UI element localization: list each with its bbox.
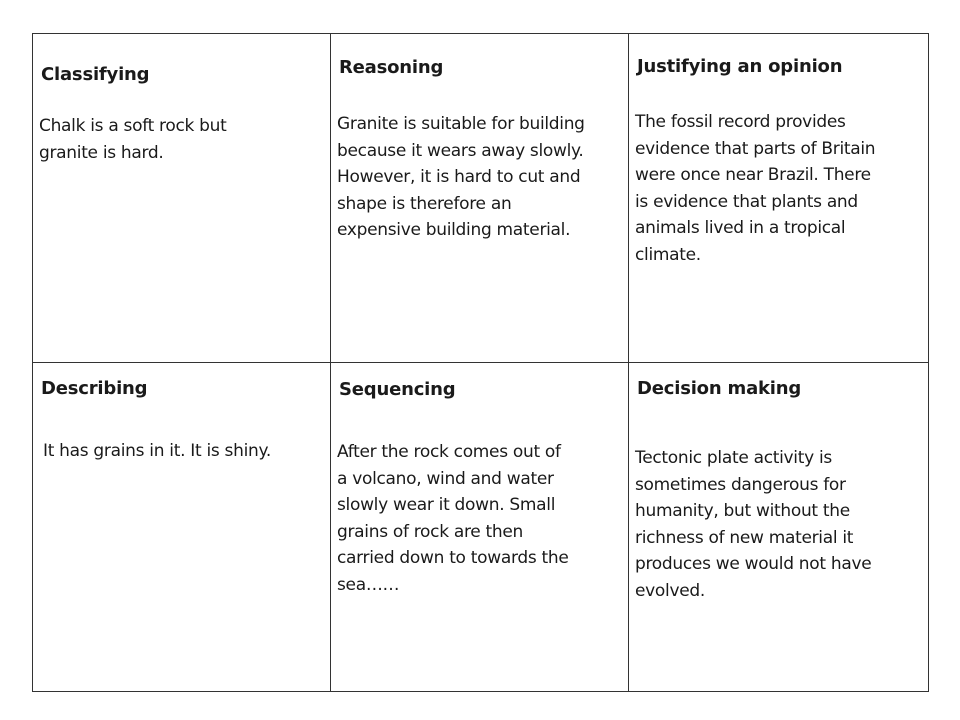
body-line: sea…… (337, 574, 400, 595)
cell-heading: Reasoning (339, 57, 444, 78)
cell-heading: Decision making (637, 378, 802, 399)
body-line: After the rock comes out of (337, 442, 561, 462)
cell-body (635, 109, 922, 268)
body-line: Tectonic plate activity is (635, 448, 832, 468)
body-line: It has grains in it. It is shiny. (43, 441, 271, 461)
cell-classifying (33, 34, 331, 363)
body-line: slowly wear it down. Small (337, 495, 556, 515)
body-line: shape is therefore an (337, 193, 512, 214)
cell-sequencing (331, 363, 629, 691)
body-line: evolved. (635, 580, 705, 601)
body-line: humanity, but without the (635, 501, 850, 521)
body-line: because it wears away slowly. (337, 140, 584, 161)
cell-justifying-an-opinion (629, 34, 928, 363)
body-line: sometimes dangerous for (635, 474, 846, 495)
cell-body (39, 113, 324, 166)
cell-body (337, 111, 622, 244)
body-line: evidence that parts of Britain (635, 138, 876, 159)
cell-heading: Sequencing (339, 379, 456, 400)
body-line: a volcano, wind and water (337, 468, 554, 489)
body-line: However, it is hard to cut and (337, 167, 581, 187)
body-line: animals lived in a tropical (635, 218, 846, 238)
body-line: were once near Brazil. There (635, 165, 871, 185)
cell-heading: Describing (41, 378, 148, 399)
body-line: climate. (635, 244, 701, 265)
cell-heading: Classifying (41, 64, 150, 85)
cell-body (635, 445, 922, 604)
body-line: Granite is suitable for building (337, 114, 585, 134)
thinking-skills-table (32, 33, 929, 692)
body-line: richness of new material it (635, 527, 854, 548)
cell-describing (33, 363, 331, 691)
body-line: grains of rock are then (337, 521, 524, 542)
body-line: expensive building material. (337, 220, 571, 240)
cell-body (337, 439, 622, 598)
cell-heading: Justifying an opinion (637, 56, 843, 77)
cell-body (43, 438, 324, 465)
body-line: is evidence that plants and (635, 191, 858, 212)
cell-reasoning (331, 34, 629, 363)
cell-decision-making (629, 363, 928, 691)
body-line: granite is hard. (39, 142, 164, 163)
body-line: produces we would not have (635, 554, 872, 574)
body-line: carried down to towards the (337, 548, 569, 568)
body-line: Chalk is a soft rock but (39, 116, 227, 136)
body-line: The fossil record provides (635, 112, 846, 132)
